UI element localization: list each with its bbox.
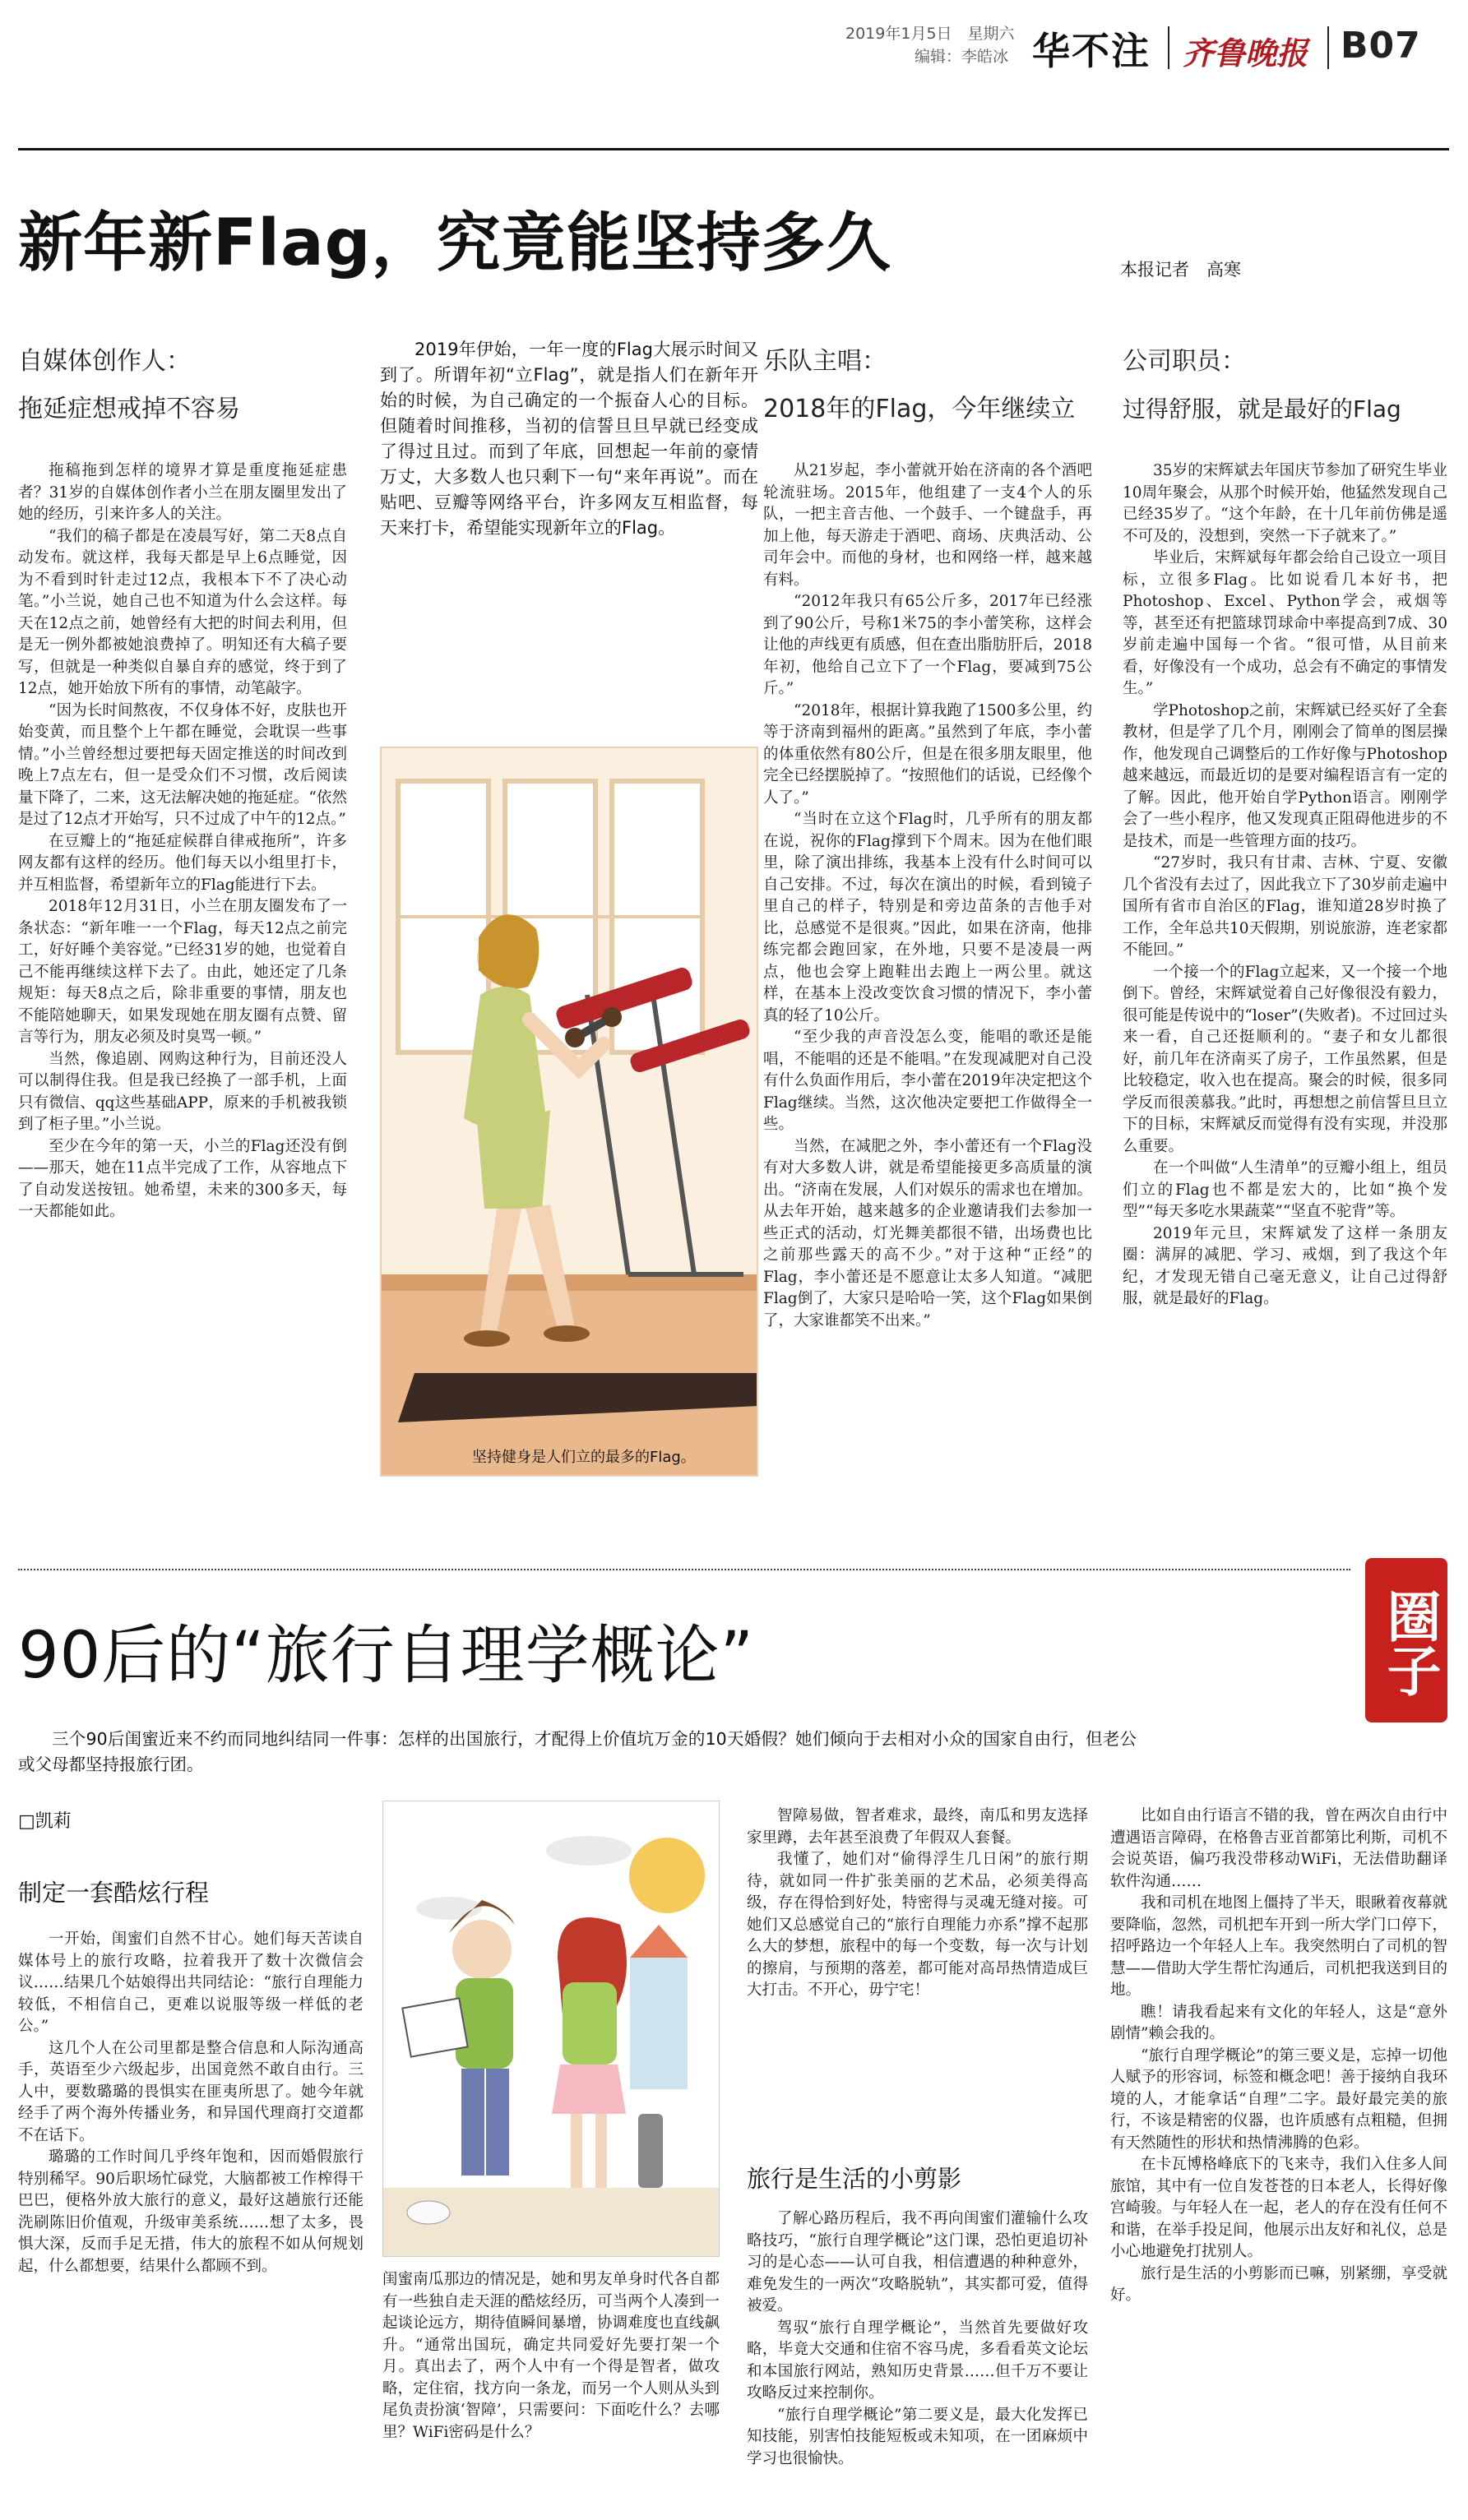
story2-col3-body (747, 2208, 1088, 2504)
circle-column-stamp: 圈子 (1365, 1558, 1447, 1722)
story1-col3-kicker: 乐队主唱： (763, 347, 887, 376)
paragraph: 驾驭“旅行自理学概论”，当然首先要做好攻略，毕竟大交通和住宿不容马虎，多看看英文论坛和本国旅行网站，熟知历史背景……但千万不要让攻略反过来控制你。 (747, 2319, 1088, 2402)
paragraph: 比如自由行语言不错的我，曾在两次自由行中遭遇语言障碍，在格鲁吉亚首都第比利斯，司机不会说英语，偏巧我没带移动WiFi，无法借助翻译软件沟通…… (1110, 1807, 1447, 1890)
paragraph: 在豆瓣上的“拖延症候群自律戒拖所”，许多网友都有这样的经历。他们每天以小组里打卡，并互相监督，希望新年立的Flag能进行下去。 (18, 832, 347, 894)
paragraph: “当时在立这个Flag时，几乎所有的朋友都在说，祝你的Flag撑到下个周末。因为在他们眼里，除了演出排练，我基本上没有什么时间可以自己安排。不过，每次在演出的时候，看到镜子里自己的样子，特别是和旁边苗条的吉他手对比，总感觉不是很爽。”因此，如果在济南，他排练完都会跑回家，在外地，只要不是凌晨一两点，他也会穿上跑鞋出去跑上一两公里。就这样，在基本上没改变饮食习惯的情况下，李小蕾真的轻了10公斤。 (763, 811, 1092, 1024)
paragraph: 我和司机在地图上僵持了半天，眼瞅着夜幕就要降临，忽然，司机把车开到一所大学门口停下，招呼路边一个年轻人上车。我突然明白了司机的智慧——借助大学生帮忙沟通后，司机把我送到目的地。 (1110, 1894, 1447, 1999)
story1-col4-body (1123, 460, 1447, 1546)
story1-col3-body (763, 460, 1092, 1546)
paragraph: “至少我的声音没怎么变，能唱的歌还是能唱，不能唱的还是不能唱。”在发现减肥对自己没有什么负面作用后，李小蕾在2019年决定把这个Flag继续。当然，这次他决定要把工作做得全一些。 (763, 1029, 1092, 1133)
newspaper-logo: 齐鲁晚报 (1183, 35, 1308, 72)
story1-col1-kicker: 自媒体创作人： (18, 347, 191, 376)
paragraph: 从21岁起，李小蕾就开始在济南的各个酒吧轮流驻场。2015年，他组建了一支4个人的乐队，一把主音吉他、一个鼓手、一个键盘手，再加上他，每天游走于酒吧、商场、庆典活动、公司年会中。而他的身材，也和网络一样，越来越有料。 (763, 462, 1092, 589)
story2-col4-body (1110, 1806, 1447, 2504)
story1-col4-subtitle: 过得舒服，就是最好的Flag (1123, 395, 1401, 423)
paragraph: “因为长时间熬夜，不仅身体不好，皮肤也开始变黄，而且整个上午都在睡觉，会耽误一些事情。”小兰曾经想过要把每天固定推送的时间改到晚上7点左右，但一是受众们不习惯，改后阅读量下降了，二来，这无法解决她的拖延症。“依然是过了12点才开始写，只不过成了中午的12点。” (18, 701, 347, 828)
paragraph: 2018年12月31日，小兰在朋友圈发布了一条状态：“新年唯一一个Flag，每天12点之前完工，好好睡个美容觉。”已经31岁的她，也觉着自己不能再继续这样下去了。由此，她还定了几条规矩：每天8点之后，除非重要的事情，朋友也不能陪她聊天，如果发现她在朋友圈有点赞、留言等行为，朋友必须及时臭骂一顿。” (18, 898, 347, 1046)
story1-lead (380, 337, 758, 541)
story1-col4-kicker: 公司职员： (1123, 347, 1246, 376)
paragraph: 一个接一个的Flag立起来，又一个接一个地倒下。曾经，宋辉斌觉着自己好像很没有毅力，很可能是传说中的“loser”(失败者)。不过回过头来一看，自己还挺顺利的。“妻子和女儿都很好，前几年在济南买了房子，工作虽然累，但是比较稳定，收入也在提高。聚会的时候，很多同学反而很羡慕我。”此时，再想想之前信誓旦旦立下的目标，宋辉斌反而觉得有没有实现，并没那么重要。 (1123, 963, 1447, 1155)
paragraph: 当然，在减肥之外，李小蕾还有一个Flag没有对大多数人讲，就是希望能接更多高质量的演出。“济南在发展，人们对娱乐的需求也在增加。从去年开始，越来越多的企业邀请我们去参加一些正式的活动，灯光舞美都很不错，出场费也比之前那些露天的高不少。”对于这种“正经”的Flag，李小蕾还是不愿意让太多人知道。“减肥Flag倒了，大家只是哈哈一笑，这个Flag如果倒了，大家谁都笑不出来。” (763, 1137, 1092, 1329)
story1-col1-subtitle: 拖延症想戒掉不容易 (18, 395, 240, 423)
paragraph: 在一个叫做“人生清单”的豆瓣小组上，组员们立的Flag也不都是宏大的，比如“换个发型”“每天多吃水果蔬菜”“坚直不驼背”等。 (1123, 1159, 1447, 1220)
lead-paragraph: 2019年伊始，一年一度的Flag大展示时间又到了。所谓年初“立Flag”，就是指人们在新年开始的时候，为自己确定的一个振奋人心的目标。但随着时间推移，当初的信誓旦旦早就已经变成了得过且过。而到了年底，回想起一年前的豪情万丈，大多数人也只剩下一句“来年再说”。而在贴吧、豆瓣等网络平台，许多网友互相监督，每天来打卡，希望能实现新年立的Flag。 (380, 340, 758, 538)
travel-illustration (382, 1801, 720, 2257)
paragraph: 至少在今年的第一天，小兰的Flag还没有倒——那天，她在11点半完成了工作，从容地点下了自动发送按钮。她希望，未来的300多天，每一天都能如此。 (18, 1137, 347, 1220)
section-divider (18, 1569, 1350, 1570)
paragraph: 智障易做，智者难求，最终，南瓜和男友选择家里蹲，去年甚至浪费了年假双人套餐。 (747, 1807, 1088, 1847)
paragraph: “27岁时，我只有甘肃、吉林、宁夏、安徽几个省没有去过了，因此我立下了30岁前走遍中国所有省市自治区的Flag，谁知道28岁时换了工作，全年总共10天假期，别说旅游，连老家都不能回。” (1123, 854, 1447, 959)
story1-col1-body (18, 460, 347, 1546)
story1-col3-subtitle: 2018年的Flag，今年继续立 (763, 395, 1076, 423)
paragraph: 在卡瓦博格峰底下的飞来寺，我们入住多人间旅馆，其中有一位自发苍苍的日本老人，长得好像宫崎骏。与年轻人在一起，老人的存在没有任何不和谐，在举手投足间，他展示出友好和礼仪，总是小心地避免打扰别人。 (1110, 2156, 1447, 2260)
image-caption: 坚持健身是人们立的最多的Flag。 (472, 1449, 696, 1466)
paragraph: 璐璐的工作时间几乎终年饱和，因而婚假旅行特别稀罕。90后职场忙碌党，大脑都被工作榨得干巴巴，便格外放大旅行的意义，最好这趟旅行还能洗刷陈旧价值观，升级审美系统……想了太多，畏惧大深，反而手足无措，伟大的旅程不如从何规划起，什么都想要，结果什么都顾不到。 (18, 2148, 364, 2275)
paragraph: 闺蜜南瓜那边的情况是，她和男友单身时代各自都有一些独自走天涯的酷炫经历，可当两个人凑到一起谈论远方，期待值瞬间暴增，协调难度也直线飙升。“通常出国玩，确定共同爱好先要打架一个月。真出去了，两个人中有一个得是智者，做攻略，定住宿，找方向一条龙，而另一个人则从头到尾负责扮演‘智障’，只需要问：下面吃什么？去哪里？WiFi密码是什么？ (382, 2271, 720, 2441)
story2-col1-continued (382, 2269, 720, 2504)
masthead-rule (18, 148, 1449, 150)
issue-date: 2019年1月5日 星期六 (845, 25, 1015, 43)
paragraph: “旅行自理学概论”的第三要义是，忘掉一切他人赋予的形容词，标签和概念吧！善于接纳自我环境的人，才能拿话“自理”二字。最好最完美的旅行，不该是精密的仪器，也许质感有点粗糙，但拥有天然随性的形状和热情沸腾的色彩。 (1110, 2046, 1447, 2152)
paragraph: “2012年我只有65公斤多，2017年已经涨到了90公斤，号称1米75的李小蕾笑称，这样会让他的声线更有质感，但在查出脂肪肝后，2018年初，他给自己立下了一个Flag，要减到75公斤。” (763, 593, 1092, 697)
paragraph: 瞧！请我看起来有文化的年轻人，这是“意外剧情”赖会我的。 (1110, 2003, 1447, 2042)
paragraph: 2019年元旦，宋辉斌发了这样一条朋友圈：满屏的减肥、学习、戒烟，到了我这个年纪，才发现无错自己毫无意义，让自己过得舒服，就是最好的Flag。 (1123, 1224, 1447, 1307)
fitness-illustration (380, 747, 758, 1477)
couple-travel-image (383, 1801, 720, 2257)
column-name: 华不注 (1032, 29, 1151, 73)
story2-headline: 90后的“旅行自理学概论” (18, 1619, 755, 1693)
paragraph: 一开始，闺蜜们自然不甘心。她们每天苦读自媒体号上的旅行攻略，拉着我开了数十次微信会议……结果几个姑娘得出共同结论：“旅行自理能力较低，不相信自己，更难以说服等级一样低的老公。” (18, 1930, 364, 2035)
story2-col1-body (18, 1929, 364, 2504)
story2-col3-body-top (747, 1806, 1088, 2151)
paragraph: 这几个人在公司里都是整合信息和人际沟通高手，英语至少六级起步，出国竟然不敢自由行。三人中，要数璐璐的畏惧实在匪夷所思了。她今年就经手了两个海外传播业务，和异国代理商打交道都不在话下。 (18, 2039, 364, 2144)
paragraph: “我们的稿子都是在凌晨写好，第二天8点自动发布。就这样，我每天都是早上6点睡觉，因为不看到时针走过12点，我根本下不了决心动笔。”小兰说，她自己也不知道为什么会这样。每天在12点之前，她曾经有大把的时间去利用，但是无一例外都被她浪费掉了。明知还有大稿子要写，但就是一种类似自暴自弃的感觉，终于到了12点，她开始放下所有的事情，动笔敲字。 (18, 527, 347, 697)
story2-col1-subtitle: 制定一套酷炫行程 (18, 1879, 210, 1907)
paragraph: 拖稿拖到怎样的境界才算是重度拖延症患者？31岁的自媒体创作者小兰在朋友圈里发出了她的经历，引来许多人的关注。 (18, 462, 347, 523)
story2-col3-subtitle: 旅行是生活的小剪影 (747, 2165, 962, 2193)
gym-scene-image (382, 748, 758, 1477)
story1-headline: 新年新Flag，究竟能坚持多久 (18, 206, 891, 280)
story1-byline: 本报记者 高寒 (1120, 260, 1241, 280)
paragraph: 当然，像追剧、网购这种行为，目前还没人可以制得住我。但是我已经换了一部手机，上面只有微信、qq这些基础APP，原来的手机被我锁到了柜子里。”小兰说。 (18, 1050, 347, 1133)
paragraph: 了解心路历程后，我不再向闺蜜们灌输什么攻略技巧，“旅行自理学概论”这门课，恐怕更追切补习的是心态——认可自我，相信遭遇的种种意外，难免发生的一两次“攻略脱轨”，其实都可爱，值得被爱。 (747, 2210, 1088, 2314)
paragraph: “旅行自理学概论”第二要义是，最大化发挥已知技能，别害怕技能短板或未知项，在一团麻烦中学习也很愉快。 (747, 2406, 1088, 2467)
page-editor: 编辑：李皓冰 (915, 48, 1009, 66)
paragraph: 35岁的宋辉斌去年国庆节参加了研究生毕业10周年聚会，从那个时候开始，他猛然发现自己已经35岁了。“这个年龄，在十几年前仿佛是遥不可及的，没想到，突然一下子就来了。” (1123, 462, 1447, 545)
paragraph: 学Photoshop之前，宋辉斌已经买好了全套教材，但是学了几个月，刚刚会了简单的图层操作，他发现自己调整后的工作好像与Photoshop越来越远，而最近切的是要对编程语言有一定的了解。因此，他开始自学Python语言。刚刚学会了一些小程序，他又发现真正阻碍他进步的不是技术，而是一些管理方面的技巧。 (1123, 701, 1447, 850)
story2-intro: 三个90后闺蜜近来不约而同地纠结同一件事：怎样的出国旅行，才配得上价值坑万金的10天婚假？她们倾向于去相对小众的国家自由行，但老公或父母都坚持报旅行团。 (18, 1729, 1137, 1774)
story2-author: □凯莉 (18, 1811, 72, 1832)
paragraph: 旅行是生活的小剪影而已嘛，别紧绷，享受就好。 (1110, 2264, 1447, 2304)
paragraph: 毕业后，宋辉斌每年都会给自己设立一项目标，立很多Flag。比如说看几本好书，把Photoshop、Excel、Python学会，戒烟等等，甚至还有把篮球罚球命中率提高到7成、30岁前走遍中国每一个省。“很可惜，从目前来看，好像没有一个成功，总会有不确定的事情发生。” (1123, 549, 1447, 697)
page-number: B07 (1341, 25, 1421, 67)
paragraph: “2018年，根据计算我跑了1500多公里，约等于济南到福州的距离。”虽然到了年底，李小蕾的体重依然有80公斤，但是在很多朋友眼里，他完全已经摆脱掉了。“按照他们的话说，已经像个人了。” (763, 701, 1092, 807)
paragraph: 我懂了，她们对“偷得浮生几日闲”的旅行期待，就如同一件扩张美丽的艺术品，必须美得高级，存在得恰到好处，特密得与灵魂无缝对接。可她们又总感觉自己的“旅行自理能力亦系”撑不起那么大的梦想，旅程中的每一个变数，每一次与计划的擦肩，与预期的落差，都可能对高昂热情造成巨大打击。不开心，毋宁宅！ (747, 1851, 1088, 1999)
masthead-divider (1168, 26, 1169, 69)
masthead-divider-2 (1327, 26, 1329, 69)
